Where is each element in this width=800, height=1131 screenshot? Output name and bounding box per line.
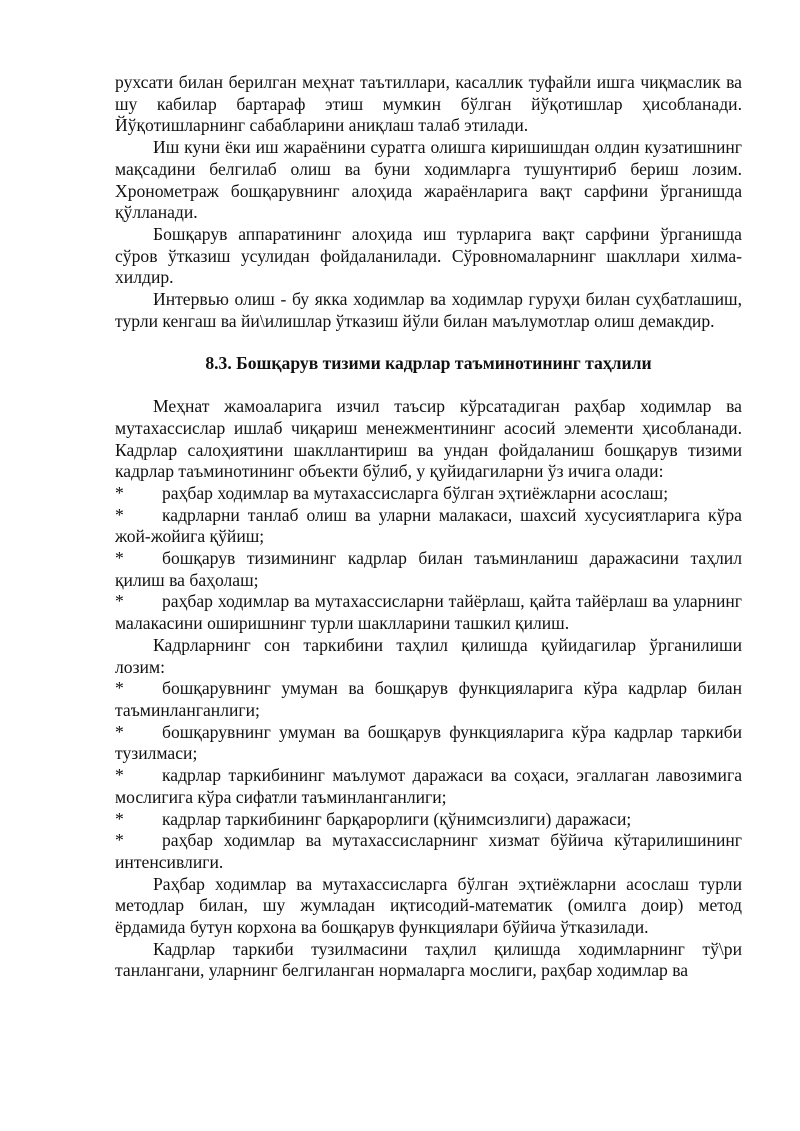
bullet-asterisk: * — [115, 808, 124, 829]
bullet-asterisk: * — [115, 504, 124, 525]
document-page — [115, 72, 742, 982]
list-item-text: бошқарув тизимининг кадрлар билан таъминланиш даражасини таҳлил қилиш ва баҳолаш; — [115, 548, 742, 590]
paragraph-photography: Иш куни ёки иш жараёнини суратга олишга киришишдан олдин кузатишнинг мақсадини белгилаб олиш ва буни ходимларга тушунтириб бериш лозим. Хронометраж бошқарувнинг алоҳида жараёнларига вақт сарфини ўрганишда қўлланади. — [115, 137, 742, 223]
list-item-text: раҳбар ходимлар ва мутахассисларга бўлган эҳтиёжларни асослаш; — [162, 482, 669, 503]
paragraph-composition: Кадрларнинг сон таркибини таҳлил қилишда қуйидагилар ўрганилиши лозим: — [115, 634, 742, 677]
list-item-text: бошқарувнинг умуман ва бошқарув функцияларига кўра кадрлар таркиби тузилмаси; — [115, 721, 742, 764]
paragraph-structure: Кадрлар таркиби тузилмасини таҳлил қилишда ходимларнинг тў\ри танлангани, уларнинг белгиланган нормаларга мослиги, раҳбар ходимлар ва — [115, 938, 742, 981]
bullet-list-staffing — [115, 483, 742, 635]
list-item — [115, 678, 742, 721]
list-item-text: кадрлар таркибининг барқарорлиги (қўнимсизлиги) даражаси; — [162, 808, 632, 829]
paragraph-intro: Меҳнат жамоаларига изчил таъсир кўрсатадиган раҳбар ходимлар ва мутахассислар ишлаб чиқариш менежментининг асосий элементи ҳисобланади. Кадрлар салоҳиятини шакллантириш ва ундан фойдаланиш бошқарув тизими кадрлар таъминотининг объекти бўлиб, у қуйидагиларни ўз ичига олади: — [115, 396, 742, 482]
paragraph-survey: Бошқарув аппаратининг алоҳида иш турларига вақт сарфини ўрганишда сўров ўтказиш усулидан фойдаланилади. Сўровномаларнинг шакллари хилма-хилдир. — [115, 223, 742, 288]
paragraph-losses: рухсати билан берилган меҳнат таътиллари, касаллик туфайли ишга чиқмаслик ва шу кабилар бартараф этиш мумкин бўлган йўқотишлар ҳисобланади. Йўқотишларнинг сабабларини аниқлаш талаб этилади. — [115, 72, 742, 136]
paragraph-interview: Интервью олиш - бу якка ходимлар ва ходимлар гуруҳи билан суҳбатлашиш, турли кенгаш ва йи\илишлар ўтказиш йўли билан маълумотлар олиш демакдир. — [115, 289, 742, 331]
list-item-text: раҳбар ходимлар ва мутахассисларнинг хизмат бўйича кўтарилишининг интенсивлиги. — [115, 830, 742, 872]
list-item — [115, 809, 742, 831]
list-item-text: раҳбар ходимлар ва мутахассисларни тайёрлаш, қайта тайёрлаш ва уларнинг малакасини оширишнинг турли шаклларини ташкил қилиш. — [115, 591, 742, 634]
list-item-text: кадрлар таркибининг маълумот даражаси ва соҳаси, эгаллаган лавозимига мослигига кўра сифатли таъминланганлиги; — [115, 765, 742, 807]
bullet-asterisk: * — [115, 830, 124, 851]
bullet-asterisk: * — [115, 482, 124, 503]
list-item — [115, 591, 742, 634]
paragraph-needs: Раҳбар ходимлар ва мутахассисларга бўлган эҳтиёжларни асослаш турли методлар билан, шу жумладан иқтисодий-математик (омилга доир) метод ёрдамида бутун корхона ва бошқарув функциялари бўйича ўтказилади. — [115, 873, 742, 938]
bullet-asterisk: * — [115, 548, 124, 569]
bullet-asterisk: * — [115, 591, 124, 612]
list-item — [115, 483, 742, 505]
bullet-asterisk: * — [115, 721, 124, 742]
bullet-asterisk: * — [115, 678, 124, 699]
list-item — [115, 765, 742, 808]
bullet-asterisk: * — [115, 765, 124, 786]
list-item-text: бошқарувнинг умуман ва бошқарув функцияларига кўра кадрлар билан таъминланганлиги; — [115, 678, 742, 720]
section-heading: 8.3. Бошқарув тизими кадрлар таъминотининг таҳлили — [205, 353, 652, 374]
list-item — [115, 505, 742, 548]
list-item — [115, 830, 742, 873]
list-item — [115, 722, 742, 765]
bullet-list-analysis — [115, 678, 742, 873]
list-item-text: кадрларни танлаб олиш ва уларни малакаси, шахсий хусусиятларига кўра жой-жойига қўйиш; — [115, 504, 742, 547]
list-item — [115, 548, 742, 591]
